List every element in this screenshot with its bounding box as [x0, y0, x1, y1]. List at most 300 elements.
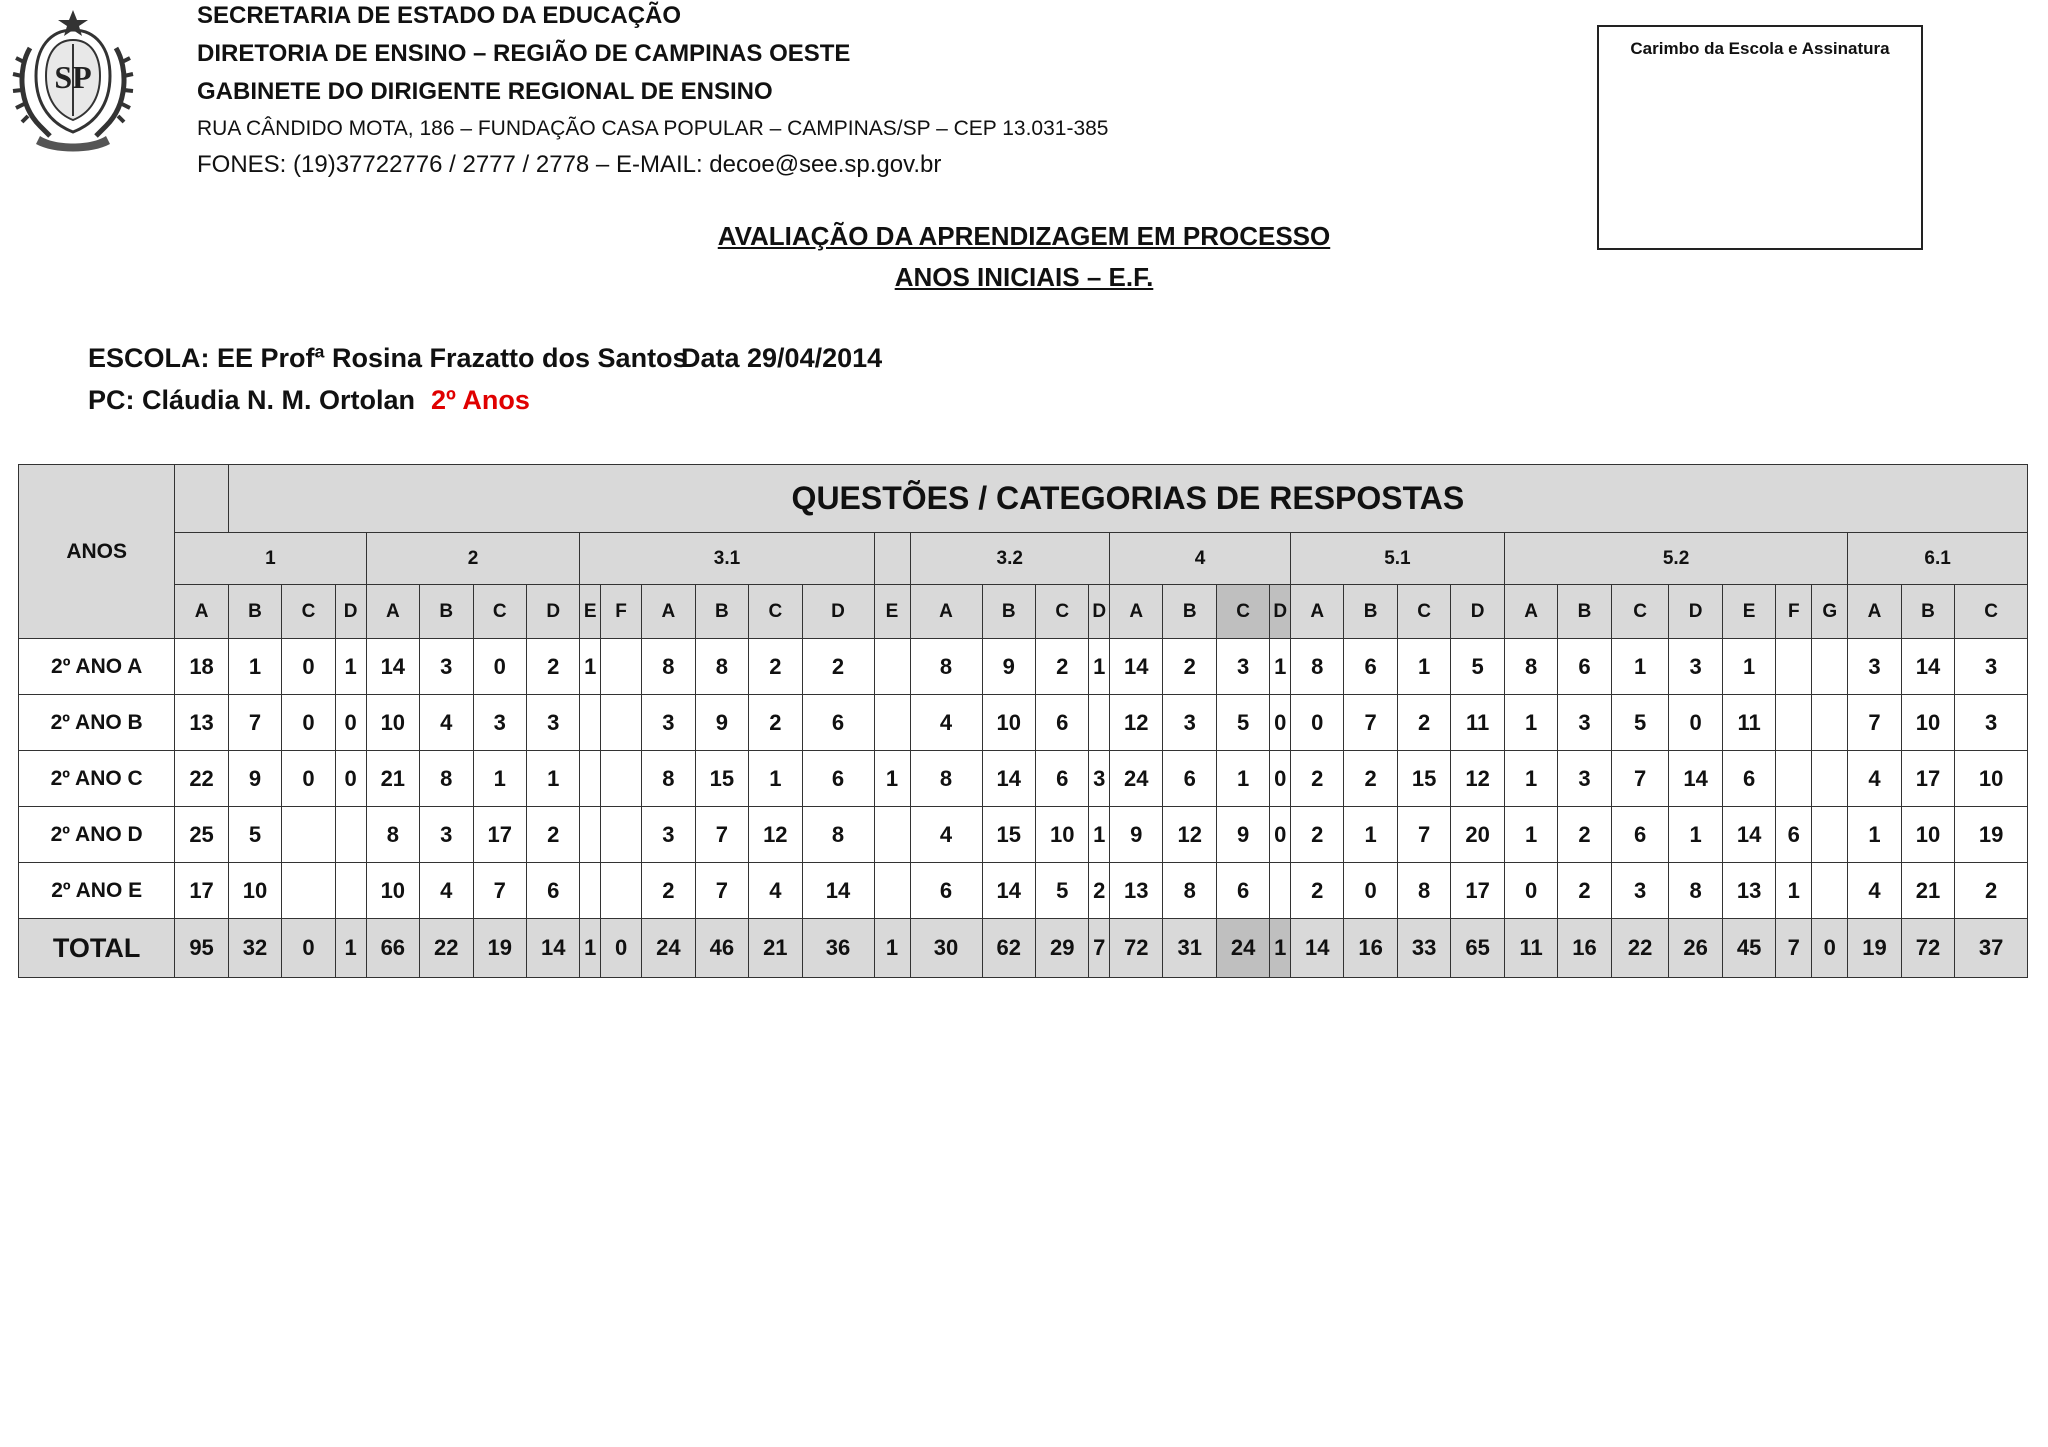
- table-row: [19, 751, 2028, 807]
- anos-column-header: ANOS: [19, 465, 175, 639]
- table-cell: [335, 807, 366, 863]
- table-row: [19, 695, 2028, 751]
- table-cell: 14: [1669, 751, 1722, 807]
- table-cell: 4: [749, 863, 802, 919]
- table-cell: 8: [695, 639, 748, 695]
- total-cell: 45: [1722, 919, 1775, 978]
- table-cell: 15: [695, 751, 748, 807]
- table-cell: 7: [695, 807, 748, 863]
- question-header: 6.1: [1848, 533, 2028, 585]
- table-cell: 14: [1110, 639, 1163, 695]
- document-subtitle: ANOS INICIAIS – E.F.: [894, 262, 1154, 292]
- question-header-row: [19, 533, 2028, 585]
- table-cell: [874, 863, 910, 919]
- category-header: E: [1722, 585, 1775, 639]
- table-cell: 3: [1216, 639, 1269, 695]
- table-cell: [601, 639, 642, 695]
- table-cell: 1: [473, 751, 526, 807]
- table-cell: 24: [1110, 751, 1163, 807]
- table-cell: 1: [874, 751, 910, 807]
- table-cell: 1: [1722, 639, 1775, 695]
- table-cell: 17: [473, 807, 526, 863]
- table-cell: 6: [802, 695, 874, 751]
- total-cell: 19: [1848, 919, 1901, 978]
- table-cell: 7: [695, 863, 748, 919]
- header-address: RUA CÂNDIDO MOTA, 186 – FUNDAÇÃO CASA POPULAR – CAMPINAS/SP – CEP 13.031-385: [197, 117, 1109, 140]
- table-cell: 2: [1163, 639, 1216, 695]
- table-cell: 10: [1955, 751, 2028, 807]
- total-cell: 1: [1270, 919, 1291, 978]
- table-cell: 6: [1722, 751, 1775, 807]
- pc-name: PC: Cláudia N. M. Ortolan: [88, 385, 416, 415]
- table-cell: 1: [1504, 807, 1557, 863]
- table-cell: 14: [1901, 639, 1954, 695]
- table-cell: 8: [1504, 639, 1557, 695]
- category-header: B: [1901, 585, 1954, 639]
- table-cell: 8: [1669, 863, 1722, 919]
- table-cell: 2: [1397, 695, 1450, 751]
- table-cell: [282, 807, 335, 863]
- header-phones: FONES: (19)37722776 / 2777 / 2778 – E-MAIL: decoe@see.sp.gov.br: [197, 151, 942, 178]
- total-cell: 1: [580, 919, 601, 978]
- table-cell: [601, 807, 642, 863]
- category-header: B: [1558, 585, 1611, 639]
- table-cell: 6: [526, 863, 579, 919]
- table-cell: 9: [982, 639, 1035, 695]
- table-cell: 18: [175, 639, 228, 695]
- category-header: C: [1955, 585, 2028, 639]
- table-cell: 4: [1848, 751, 1901, 807]
- category-header: A: [175, 585, 228, 639]
- table-row: [19, 863, 2028, 919]
- total-cell: 21: [749, 919, 802, 978]
- table-cell: 10: [982, 695, 1035, 751]
- total-cell: 46: [695, 919, 748, 978]
- table-cell: [1812, 807, 1848, 863]
- table-cell: 0: [282, 639, 335, 695]
- table-cell: [601, 751, 642, 807]
- total-cell: 65: [1451, 919, 1504, 978]
- table-cell: 5: [1611, 695, 1669, 751]
- category-header: A: [910, 585, 982, 639]
- table-cell: 1: [580, 639, 601, 695]
- table-cell: 10: [366, 695, 419, 751]
- table-cell: 25: [175, 807, 228, 863]
- table-title: QUESTÕES / CATEGORIAS DE RESPOSTAS: [228, 465, 2027, 533]
- question-header: 2: [366, 533, 580, 585]
- table-cell: 21: [366, 751, 419, 807]
- table-cell: 1: [228, 639, 281, 695]
- table-cell: 3: [1163, 695, 1216, 751]
- table-cell: 17: [175, 863, 228, 919]
- table-cell: 8: [366, 807, 419, 863]
- table-cell: [1812, 863, 1848, 919]
- total-cell: 16: [1344, 919, 1397, 978]
- table-cell: 7: [1611, 751, 1669, 807]
- total-cell: 16: [1558, 919, 1611, 978]
- table-cell: 1: [1611, 639, 1669, 695]
- category-header: E: [580, 585, 601, 639]
- category-header: A: [366, 585, 419, 639]
- category-header: C: [749, 585, 802, 639]
- table-cell: 3: [526, 695, 579, 751]
- table-cell: [580, 863, 601, 919]
- table-cell: 4: [1848, 863, 1901, 919]
- category-header-row: [19, 585, 2028, 639]
- table-cell: 0: [473, 639, 526, 695]
- table-cell: 2: [526, 807, 579, 863]
- table-cell: 7: [1344, 695, 1397, 751]
- table-cell: 14: [366, 639, 419, 695]
- table-cell: 2: [1558, 863, 1611, 919]
- table-cell: 8: [642, 639, 695, 695]
- table-cell: 13: [1110, 863, 1163, 919]
- table-cell: 2: [802, 639, 874, 695]
- table-cell: 7: [1848, 695, 1901, 751]
- category-header: B: [1344, 585, 1397, 639]
- table-cell: 13: [175, 695, 228, 751]
- category-header: B: [228, 585, 281, 639]
- table-cell: 7: [473, 863, 526, 919]
- table-cell: 13: [1722, 863, 1775, 919]
- table-cell: [601, 695, 642, 751]
- row-label: 2º ANO D: [19, 807, 175, 863]
- category-header: A: [1290, 585, 1343, 639]
- table-cell: 10: [366, 863, 419, 919]
- table-cell: 8: [642, 751, 695, 807]
- table-cell: 0: [335, 751, 366, 807]
- header-line-gabinete: GABINETE DO DIRIGENTE REGIONAL DE ENSINO: [197, 78, 773, 105]
- category-header: D: [1669, 585, 1722, 639]
- table-cell: 0: [1344, 863, 1397, 919]
- total-cell: 0: [601, 919, 642, 978]
- row-label: 2º ANO C: [19, 751, 175, 807]
- table-cell: 1: [1270, 639, 1291, 695]
- table-cell: [874, 695, 910, 751]
- question-header: 4: [1110, 533, 1291, 585]
- table-cell: 17: [1901, 751, 1954, 807]
- table-cell: 0: [1270, 695, 1291, 751]
- table-cell: 1: [1089, 807, 1110, 863]
- table-cell: 2: [749, 695, 802, 751]
- category-header: C: [282, 585, 335, 639]
- category-header: D: [335, 585, 366, 639]
- header-line-secretaria: SECRETARIA DE ESTADO DA EDUCAÇÃO: [197, 2, 682, 29]
- table-cell: 12: [749, 807, 802, 863]
- table-cell: 1: [1397, 639, 1450, 695]
- category-header: B: [420, 585, 473, 639]
- table-cell: 2: [1344, 751, 1397, 807]
- category-header: A: [1848, 585, 1901, 639]
- total-cell: 72: [1110, 919, 1163, 978]
- question-header: 5.1: [1290, 533, 1504, 585]
- table-cell: 1: [1089, 639, 1110, 695]
- total-cell: 66: [366, 919, 419, 978]
- table-row: [19, 807, 2028, 863]
- table-cell: 3: [642, 695, 695, 751]
- table-cell: 1: [1776, 863, 1812, 919]
- table-cell: 3: [420, 807, 473, 863]
- table-cell: 6: [1776, 807, 1812, 863]
- table-cell: 15: [1397, 751, 1450, 807]
- total-cell: 24: [642, 919, 695, 978]
- table-cell: 0: [282, 695, 335, 751]
- table-cell: [580, 807, 601, 863]
- table-cell: 5: [1035, 863, 1088, 919]
- table-cell: 6: [1163, 751, 1216, 807]
- table-cell: 0: [1669, 695, 1722, 751]
- table-cell: 6: [802, 751, 874, 807]
- category-header: B: [695, 585, 748, 639]
- table-cell: [1089, 695, 1110, 751]
- sao-paulo-crest-icon: [10, 8, 136, 154]
- table-cell: 5: [1451, 639, 1504, 695]
- table-cell: 2: [749, 639, 802, 695]
- table-cell: 11: [1451, 695, 1504, 751]
- table-cell: 2: [526, 639, 579, 695]
- table-cell: 6: [910, 863, 982, 919]
- table-cell: 8: [910, 639, 982, 695]
- table-cell: 1: [1504, 695, 1557, 751]
- total-cell: 11: [1504, 919, 1557, 978]
- results-table: [18, 464, 2028, 978]
- table-cell: 20: [1451, 807, 1504, 863]
- row-label: 2º ANO A: [19, 639, 175, 695]
- table-cell: 6: [1558, 639, 1611, 695]
- school-name: ESCOLA: EE Profª Rosina Frazatto dos Santos: [88, 343, 688, 373]
- category-header: F: [1776, 585, 1812, 639]
- table-cell: 3: [1669, 639, 1722, 695]
- category-header: D: [1270, 585, 1291, 639]
- table-cell: 4: [910, 807, 982, 863]
- table-cell: 12: [1451, 751, 1504, 807]
- total-cell: 14: [1290, 919, 1343, 978]
- total-cell: 32: [228, 919, 281, 978]
- table-cell: 17: [1451, 863, 1504, 919]
- table-cell: 8: [802, 807, 874, 863]
- total-cell: 62: [982, 919, 1035, 978]
- table-cell: 2: [1558, 807, 1611, 863]
- category-header: D: [1089, 585, 1110, 639]
- category-header: B: [1163, 585, 1216, 639]
- table-cell: [1812, 695, 1848, 751]
- table-cell: 4: [420, 695, 473, 751]
- category-header: C: [1611, 585, 1669, 639]
- table-cell: 5: [1216, 695, 1269, 751]
- table-cell: 1: [749, 751, 802, 807]
- table-cell: 7: [228, 695, 281, 751]
- table-cell: [874, 639, 910, 695]
- total-cell: 7: [1089, 919, 1110, 978]
- table-cell: 2: [1290, 751, 1343, 807]
- table-cell: 14: [802, 863, 874, 919]
- total-cell: 14: [526, 919, 579, 978]
- category-header: A: [1504, 585, 1557, 639]
- header-line-diretoria: DIRETORIA DE ENSINO – REGIÃO DE CAMPINAS OESTE: [197, 40, 851, 67]
- table-cell: [1270, 863, 1291, 919]
- total-cell: 1: [874, 919, 910, 978]
- table-cell: 2: [1290, 807, 1343, 863]
- total-cell: 0: [282, 919, 335, 978]
- table-cell: 3: [420, 639, 473, 695]
- table-cell: 1: [1504, 751, 1557, 807]
- table-cell: 11: [1722, 695, 1775, 751]
- table-cell: 8: [1163, 863, 1216, 919]
- category-header: D: [1451, 585, 1504, 639]
- school-stamp-box: [1597, 25, 1923, 250]
- table-cell: 1: [1344, 807, 1397, 863]
- total-cell: 31: [1163, 919, 1216, 978]
- table-cell: 21: [1901, 863, 1954, 919]
- grade-label: 2º Anos: [431, 385, 530, 415]
- table-cell: 8: [1290, 639, 1343, 695]
- total-cell: 22: [420, 919, 473, 978]
- category-header: C: [1216, 585, 1269, 639]
- table-cell: 9: [1216, 807, 1269, 863]
- table-cell: 10: [228, 863, 281, 919]
- table-cell: 9: [228, 751, 281, 807]
- table-cell: [601, 863, 642, 919]
- stamp-label: Carimbo da Escola e Assinatura: [1630, 39, 1890, 58]
- table-cell: 6: [1216, 863, 1269, 919]
- table-cell: 14: [982, 863, 1035, 919]
- total-label: TOTAL: [19, 919, 175, 978]
- total-cell: 37: [1955, 919, 2028, 978]
- table-cell: 1: [1669, 807, 1722, 863]
- table-cell: 8: [1397, 863, 1450, 919]
- row-label: 2º ANO E: [19, 863, 175, 919]
- row-label: 2º ANO B: [19, 695, 175, 751]
- category-header: B: [982, 585, 1035, 639]
- table-cell: 10: [1901, 807, 1954, 863]
- table-cell: [1776, 639, 1812, 695]
- total-cell: 1: [335, 919, 366, 978]
- table-cell: [1776, 695, 1812, 751]
- category-header: C: [1035, 585, 1088, 639]
- table-cell: 6: [1611, 807, 1669, 863]
- table-cell: 2: [1955, 863, 2028, 919]
- table-cell: [1812, 639, 1848, 695]
- total-row: [19, 919, 2028, 978]
- total-cell: 22: [1611, 919, 1669, 978]
- question-header: 5.2: [1504, 533, 1847, 585]
- table-cell: 1: [526, 751, 579, 807]
- table-cell: 14: [1722, 807, 1775, 863]
- table-cell: [335, 863, 366, 919]
- table-cell: 8: [910, 751, 982, 807]
- table-cell: 0: [1504, 863, 1557, 919]
- table-cell: 6: [1035, 695, 1088, 751]
- category-header: G: [1812, 585, 1848, 639]
- category-header: C: [1397, 585, 1450, 639]
- table-cell: 3: [1955, 639, 2028, 695]
- category-header: D: [802, 585, 874, 639]
- category-header: D: [526, 585, 579, 639]
- table-cell: 2: [1089, 863, 1110, 919]
- total-cell: 36: [802, 919, 874, 978]
- svg-text:SP: SP: [54, 59, 92, 95]
- category-header: C: [473, 585, 526, 639]
- table-cell: [874, 807, 910, 863]
- table-cell: 6: [1035, 751, 1088, 807]
- table-cell: 6: [1344, 639, 1397, 695]
- table-cell: 2: [1290, 863, 1343, 919]
- table-cell: 0: [335, 695, 366, 751]
- table-cell: 0: [282, 751, 335, 807]
- table-cell: 8: [420, 751, 473, 807]
- table-cell: 1: [1848, 807, 1901, 863]
- question-header: 1: [175, 533, 366, 585]
- table-cell: 0: [1290, 695, 1343, 751]
- category-header: A: [642, 585, 695, 639]
- table-cell: 3: [1558, 695, 1611, 751]
- table-cell: 3: [1848, 639, 1901, 695]
- table-cell: [1812, 751, 1848, 807]
- table-cell: 1: [1216, 751, 1269, 807]
- total-cell: 95: [175, 919, 228, 978]
- document-title: AVALIAÇÃO DA APRENDIZAGEM EM PROCESSO: [717, 221, 1331, 251]
- table-cell: 10: [1035, 807, 1088, 863]
- table-cell: 22: [175, 751, 228, 807]
- table-cell: 2: [1035, 639, 1088, 695]
- blank-header-cell: [175, 465, 228, 533]
- table-cell: 4: [910, 695, 982, 751]
- category-header: F: [601, 585, 642, 639]
- table-cell: 3: [1955, 695, 2028, 751]
- total-cell: 29: [1035, 919, 1088, 978]
- table-cell: 3: [473, 695, 526, 751]
- table-cell: 4: [420, 863, 473, 919]
- table-row: [19, 639, 2028, 695]
- date: Data 29/04/2014: [681, 343, 883, 373]
- total-cell: 19: [473, 919, 526, 978]
- table-cell: [282, 863, 335, 919]
- table-cell: 0: [1270, 807, 1291, 863]
- table-cell: 3: [642, 807, 695, 863]
- total-cell: 72: [1901, 919, 1954, 978]
- category-header: A: [1110, 585, 1163, 639]
- table-cell: 19: [1955, 807, 2028, 863]
- table-cell: 9: [695, 695, 748, 751]
- table-cell: 0: [1270, 751, 1291, 807]
- table-cell: 3: [1611, 863, 1669, 919]
- question-header: [874, 533, 910, 585]
- table-cell: [580, 751, 601, 807]
- table-cell: [1776, 751, 1812, 807]
- table-cell: 1: [335, 639, 366, 695]
- table-cell: 2: [642, 863, 695, 919]
- question-header: 3.2: [910, 533, 1109, 585]
- category-header: E: [874, 585, 910, 639]
- table-cell: 5: [228, 807, 281, 863]
- total-cell: 24: [1216, 919, 1269, 978]
- table-cell: 15: [982, 807, 1035, 863]
- table-cell: 12: [1110, 695, 1163, 751]
- total-cell: 33: [1397, 919, 1450, 978]
- table-cell: 3: [1558, 751, 1611, 807]
- table-cell: [580, 695, 601, 751]
- total-cell: 26: [1669, 919, 1722, 978]
- table-cell: 12: [1163, 807, 1216, 863]
- table-cell: 14: [982, 751, 1035, 807]
- total-cell: 30: [910, 919, 982, 978]
- table-cell: 3: [1089, 751, 1110, 807]
- table-cell: 10: [1901, 695, 1954, 751]
- table-cell: 9: [1110, 807, 1163, 863]
- total-cell: 7: [1776, 919, 1812, 978]
- total-cell: 0: [1812, 919, 1848, 978]
- table-cell: 7: [1397, 807, 1450, 863]
